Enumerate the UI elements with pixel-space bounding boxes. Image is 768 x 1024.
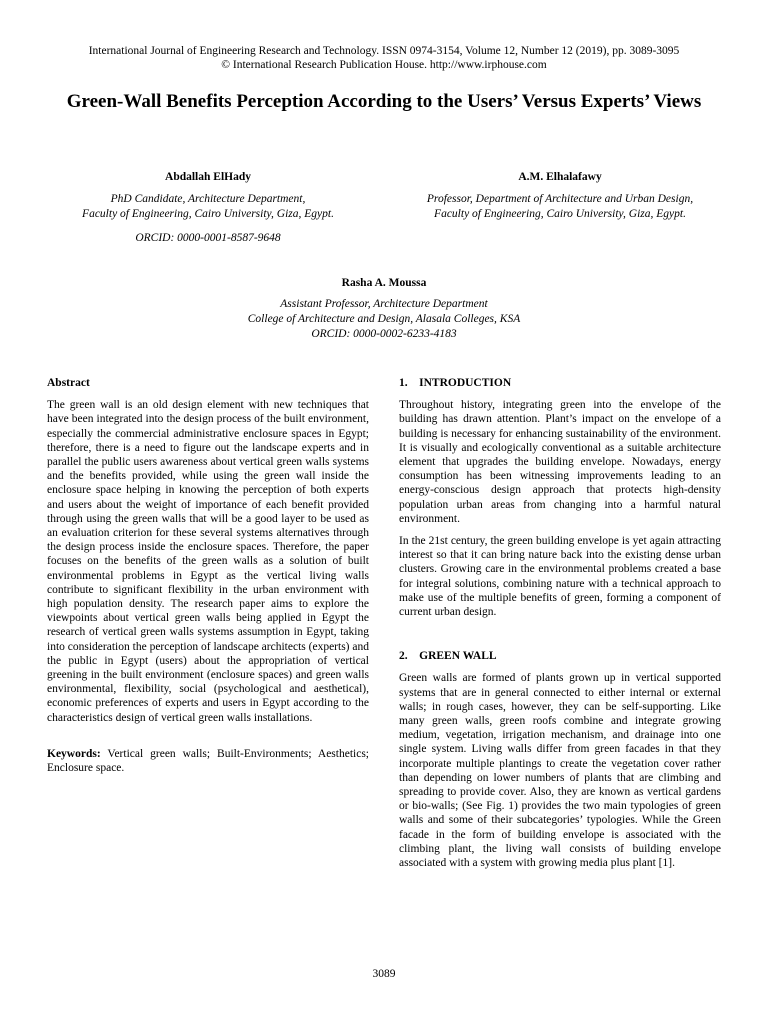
page-number: 3089 [372, 968, 396, 980]
keywords [47, 747, 369, 775]
author-affiliation: College of Architecture and Design, Alasala Colleges, KSA [247, 313, 521, 325]
section-paragraph: Green walls are formed of plants grown up in vertical supported systems that are in general connected to either internal or external walls; in rough cases, however, they can be self-supporting. Like many green walls, green roofs combine and integrate growing medium, vegetation, irrigation mechanism, and drainage into one single system. Living walls differ from green facades in that they incorporate multiple plantings to create the vegetation cover rather than depending on lower numbers of plants that are climbing and spreading to provide cover. Also, they are known as vertical gardens or bio-walls; (See Fig. 1) provides the two main typologies of green walls and some of their subcategories’ typologies. While the Green facade in the form of building envelope is associated with the climbing plant, the living wall consists of building envelope associated with a system with growing media plus plant [1]. [399, 672, 721, 870]
right-column [399, 376, 721, 878]
author-affiliation: PhD Candidate, Architecture Department, [110, 193, 306, 205]
section-heading-introduction: 1. INTRODUCTION [399, 377, 512, 389]
author-name: A.M. Elhalafawy [518, 171, 602, 183]
author-block [392, 170, 728, 222]
keywords-label: Keywords: [47, 747, 101, 760]
publisher-header-line: © International Research Publication House. http://www.irphouse.com [221, 59, 547, 71]
author-orcid: ORCID: 0000-0001-8587-9648 [135, 232, 281, 244]
abstract-heading: Abstract [47, 377, 90, 389]
author-name: Rasha A. Moussa [341, 277, 427, 289]
author-affiliation: Faculty of Engineering, Cairo University, Giza, Egypt. [82, 208, 334, 220]
author-affiliation: Faculty of Engineering, Cairo University, Giza, Egypt. [434, 208, 686, 220]
left-column [47, 376, 369, 775]
keywords-text: Vertical green walls; Built-Environments; Aesthetics; Enclosure space. [47, 747, 370, 775]
section-paragraph: In the 21st century, the green building envelope is yet again attracting interest so that it can bring nature back into the existing dense urban clusters. Growing care in the environmental problems created a base for integral solutions, combining nature with a technical approach to make use of the multiple benefits of green, forming a component of current urban design. [399, 535, 721, 619]
journal-header-line: International Journal of Engineering Research and Technology. ISSN 0974-3154, Volume 12, Number 12 (2019), pp. 3089-3095 [88, 45, 680, 57]
author-orcid: ORCID: 0000-0002-6233-4183 [311, 328, 457, 340]
author-block [140, 276, 628, 342]
section-spacer [399, 627, 721, 649]
abstract-text: The green wall is an old design element with new techniques that have been integrated into the design process of the built environment, especially the commercial administrative enclosure spaces in Egypt; therefore, there is a need to figure out the landscape experts and in parallel the public users awareness about vertical green walls systems and the benefits provided, while using the green wall inside the enclosure space helping in knowing the perception of both experts and users about the weight of importance of each benefit provided through using the green walls that will be a good layer to be used as an evaluation criterion for these several systems alternatives through the design process inside the enclosure spaces. Therefore, the paper focuses on the benefits of the green walls as a solution of built environmental problems in Egypt as the vertical living walls contribute to significant flexibility in the urban environment with high population density. The research paper aims to explore the viewpoints about vertical green walls being applied in Egypt the research of vertical green walls systems assumption in Egypt, taking into consideration the perception of landscape architects (experts) and the public in Egypt (users) about the appropriation of vertical greening in the built environment (enclosure spaces) and green walls environmental, flexibility, social (psychological and aesthetical), economic preferences of experts and users in Egypt according to the characteristics design of vertical green walls installations. [47, 399, 369, 724]
section-heading-green-wall: 2. GREEN WALL [399, 650, 497, 663]
paper-title: Green-Wall Benefits Perception According to the Users’ Versus Experts’ Views [66, 91, 702, 112]
section-paragraph: Throughout history, integrating green into the envelope of the building has drawn attention. Plant’s impact on the envelope of a building is necessary for enhancing sustainability of the environment. It is visually and ecologically conventional as a suitable architecture element that upgrades the building envelope. Nowadays, energy consumption has been witnessing improvements leading to an energy-conscious design approach that protects high-density population urban areas from changing into a harmful natural environment. [399, 399, 721, 525]
author-block [40, 170, 376, 246]
author-affiliation: Assistant Professor, Architecture Department [280, 298, 488, 310]
author-name: Abdallah ElHady [165, 171, 251, 183]
author-affiliation: Professor, Department of Architecture and Urban Design, [426, 193, 694, 205]
